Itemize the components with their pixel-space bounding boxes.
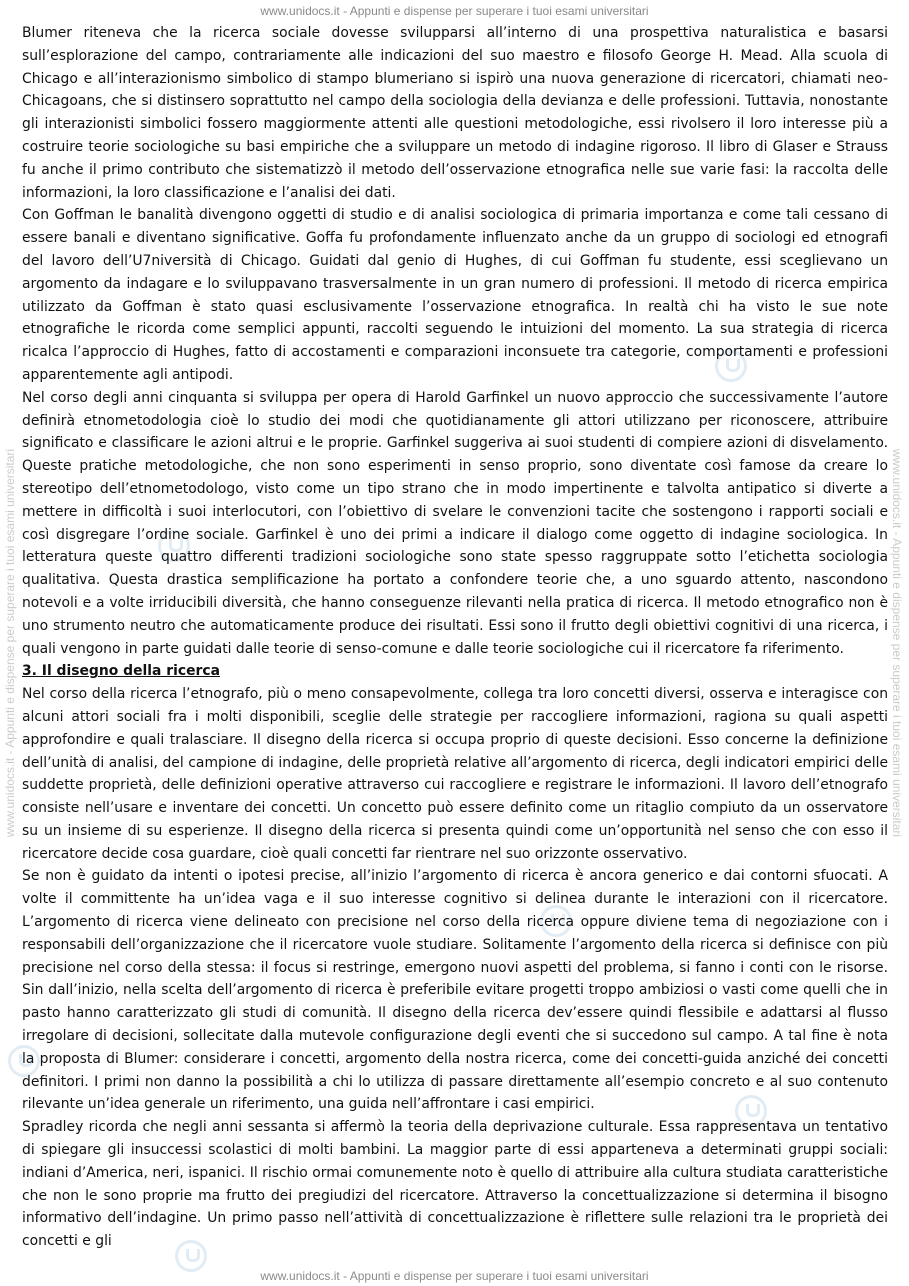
watermark-footer: www.unidocs.it - Appunti e dispense per superare i tuoi esami universitari: [260, 1269, 649, 1283]
document-body: [22, 22, 888, 1253]
watermark-header: www.unidocs.it - Appunti e dispense per superare i tuoi esami universitari: [260, 4, 649, 18]
watermark-side-left: www.unidocs.it - Appunti e dispense per superare i tuoi esami universitari: [3, 448, 17, 838]
paragraph-goffman: Con Goffman le banalità divengono oggetti di studio e di analisi sociologica di primaria importanza e come tali cessano di essere banali e diventano significative. Goffa fu profondamente influenzato anche da un gruppo di sociologi ed etnografi del lavoro dell’U7niversità di Chicago. Guidati dal genio di Hughes, di cui Goffman fu studente, essi sceglievano un argomento da indagare e lo sviluppavano trasversalmente in un gran numero di professioni. Il metodo di ricerca empirica utilizzato da Goffman è stato quasi esclusivamente l’osservazione etnografica. In realtà chi ha visto le sue note etnografiche le ricorda come semplici appunti, raccolti seguendo le intuizioni del momento. La sua strategia di ricerca ricalca l’approccio di Hughes, fatto di accostamenti e comparazioni inconsuete tra categorie, comportamenti e professioni apparentemente agli antipodi.: [22, 207, 888, 383]
paragraph-research-topic: Se non è guidato da intenti o ipotesi precise, all’inizio l’argomento di ricerca è ancora generico e dai contorni sfuocati. A volte il committente ha un’idea vaga e il suo interesse cognitivo si delinea durante le interazioni con il ricercatore. L’argomento di ricerca viene delineato con precisione nel corso della ricerca oppure diviene tema di negoziazione con i responsabili dell’organizzazione che il ricercatore vuole studiare. Solitamente l’argomento della ricerca si definisce con più precisione nel corso della stessa: il focus si restringe, emergono nuovi aspetti del problema, si fanno i conti con le risorse. Sin dall’inizio, nella scelta dell’argomento di ricerca è preferibile evitare progetti troppo ambiziosi o vasti come quelli che in pasto hanno caratterizzato gli studi di comunità. Il disegno della ricerca dev’essere quindi flessibile e adattarsi al flusso irregolare di decisioni, sollecitate dalla mutevole configurazione degli eventi che si succedono sul campo. A tal fine è nota la proposta di Blumer: considerare i concetti, argomento della nostra ricerca, come dei concetti-guida anziché dei concetti definitori. I primi non danno la possibilità a chi lo utilizza di passare direttamente all’esempio concreto e al suo contenuto rilevante un’idea generale un riferimento, una guida nell’affrontare i casi empirici.: [22, 868, 888, 1113]
watermark-side-right: www.unidocs.it - Appunti e dispense per superare i tuoi esami universitari: [890, 448, 904, 838]
paragraph-garfinkel: Nel corso degli anni cinquanta si sviluppa per opera di Harold Garfinkel un nuovo approccio che successivamente l’autore definirà etnometodologia cioè lo studio dei modi che quotidianamente gli attori utilizzano per riconoscere, attribuire significato e classificare le azioni altrui e le proprie. Garfinkel suggeriva ai suoi studenti di compiere azioni di disvelamento. Queste pratiche metodologiche, che non sono esperimenti in senso proprio, sono diventate così famose da creare lo stereotipo dell’etnometodologo, visto come un tipo strano che in modo impertinente e talvolta antipatico si diverte a mettere in difficoltà i suoi interlocutori, con l’obiettivo di svelare le convenzioni tacite che sostengono i rapporti sociali e così disgregare l’ordine sociale. Garfinkel è uno dei primi a indicare il dialogo come oggetto di indagine sociologica. In letteratura queste quattro differenti tradizioni sociologiche sono state spesso raggruppate sotto l’etichetta sociologia qualitativa. Questa drastica semplificazione ha portato a confondere teorie che, a uno sguardo attento, nascondono notevoli e a volte irriducibili diversità, che hanno conseguenze rilevanti nella pratica di ricerca. Il metodo etnografico non è uno strumento neutro che automaticamente produce dei risultati. Essi sono il frutto degli obiettivi cognitivi di una ricerca, i quali vengono in parte guidati dalle teorie di senso-comune e dalle teorie sociologiche cui il ricercatore fa riferimento.: [22, 389, 888, 657]
paragraph-research-design: Nel corso della ricerca l’etnografo, più o meno consapevolmente, collega tra loro concetti diversi, osserva e interagisce con alcuni attori sociali fra i molti disponibili, sceglie delle strategie per raccogliere informazioni, ragiona su quali aspetti approfondire e quali tralasciare. Il disegno della ricerca si occupa proprio di queste decisioni. Esso concerne la definizione dell’unità di analisi, del campione di indagine, delle proprietà relative all’argomento di ricerca, degli indicatori empirici delle suddette proprietà, delle definizioni operative attraverso cui raccogliere e registrare le informazioni. Il lavoro dell’etnografo consiste nell’usare e inventare dei concetti. Un concetto può essere definito come un ritaglio compiuto da un osservatore su un insieme di su esperienze. Il disegno della ricerca si presenta quindi come un’opportunità nel senso che con esso il ricercatore decide cosa guardare, cioè quali concetti far rientrare nel suo orizzonte osservativo.: [22, 686, 888, 862]
paragraph-blumer: Blumer riteneva che la ricerca sociale dovesse svilupparsi all’interno di una prospettiva naturalistica e basarsi sull’esplorazione del campo, contrariamente alle indicazioni del suo maestro e filosofo George H. Mead. Alla scuola di Chicago e all’interazionismo simbolico di stampo blumeriano si ispirò una nuova generazione di ricercatori, chiamati neo-Chicagoans, che si distinsero soprattutto nel campo della sociologia della devianza e delle professioni. Tuttavia, nonostante gli interazionisti simbolici fossero maggiormente attenti alle questioni metodologiche, essi rivolsero il loro interesse più a costruire teorie sociologiche su basi empiriche che a sviluppare un metodo di indagine rigoroso. Il libro di Glaser e Strauss fu anche il primo contributo che sistematizzò il metodo dell’osservazione etnografica nelle sue varie fasi: la raccolta delle informazioni, la loro classificazione e l’analisi dei dati.: [22, 25, 888, 201]
paragraph-spradley: Spradley ricorda che negli anni sessanta si affermò la teoria della deprivazione culturale. Essa rappresentava un tentativo di spiegare gli insuccessi scolastici di molti bambini. La maggior parte di essi apparteneva a determinati gruppi sociali: indiani d’America, neri, ispanici. Il rischio ormai comunemente noto è quello di attribuire alla cultura studiata caratteristiche che non le sono proprie ma frutto dei pregiudizi del ricercatore. Attraverso la concettualizzazione si determina il bisogno informativo dell’indagine. Un primo passo nell’attività di concettualizzazione è riflettere sulle relazioni tra le proprietà dei concetti e gli: [22, 1119, 888, 1250]
section-heading: 3. Il disegno della ricerca: [22, 663, 220, 680]
